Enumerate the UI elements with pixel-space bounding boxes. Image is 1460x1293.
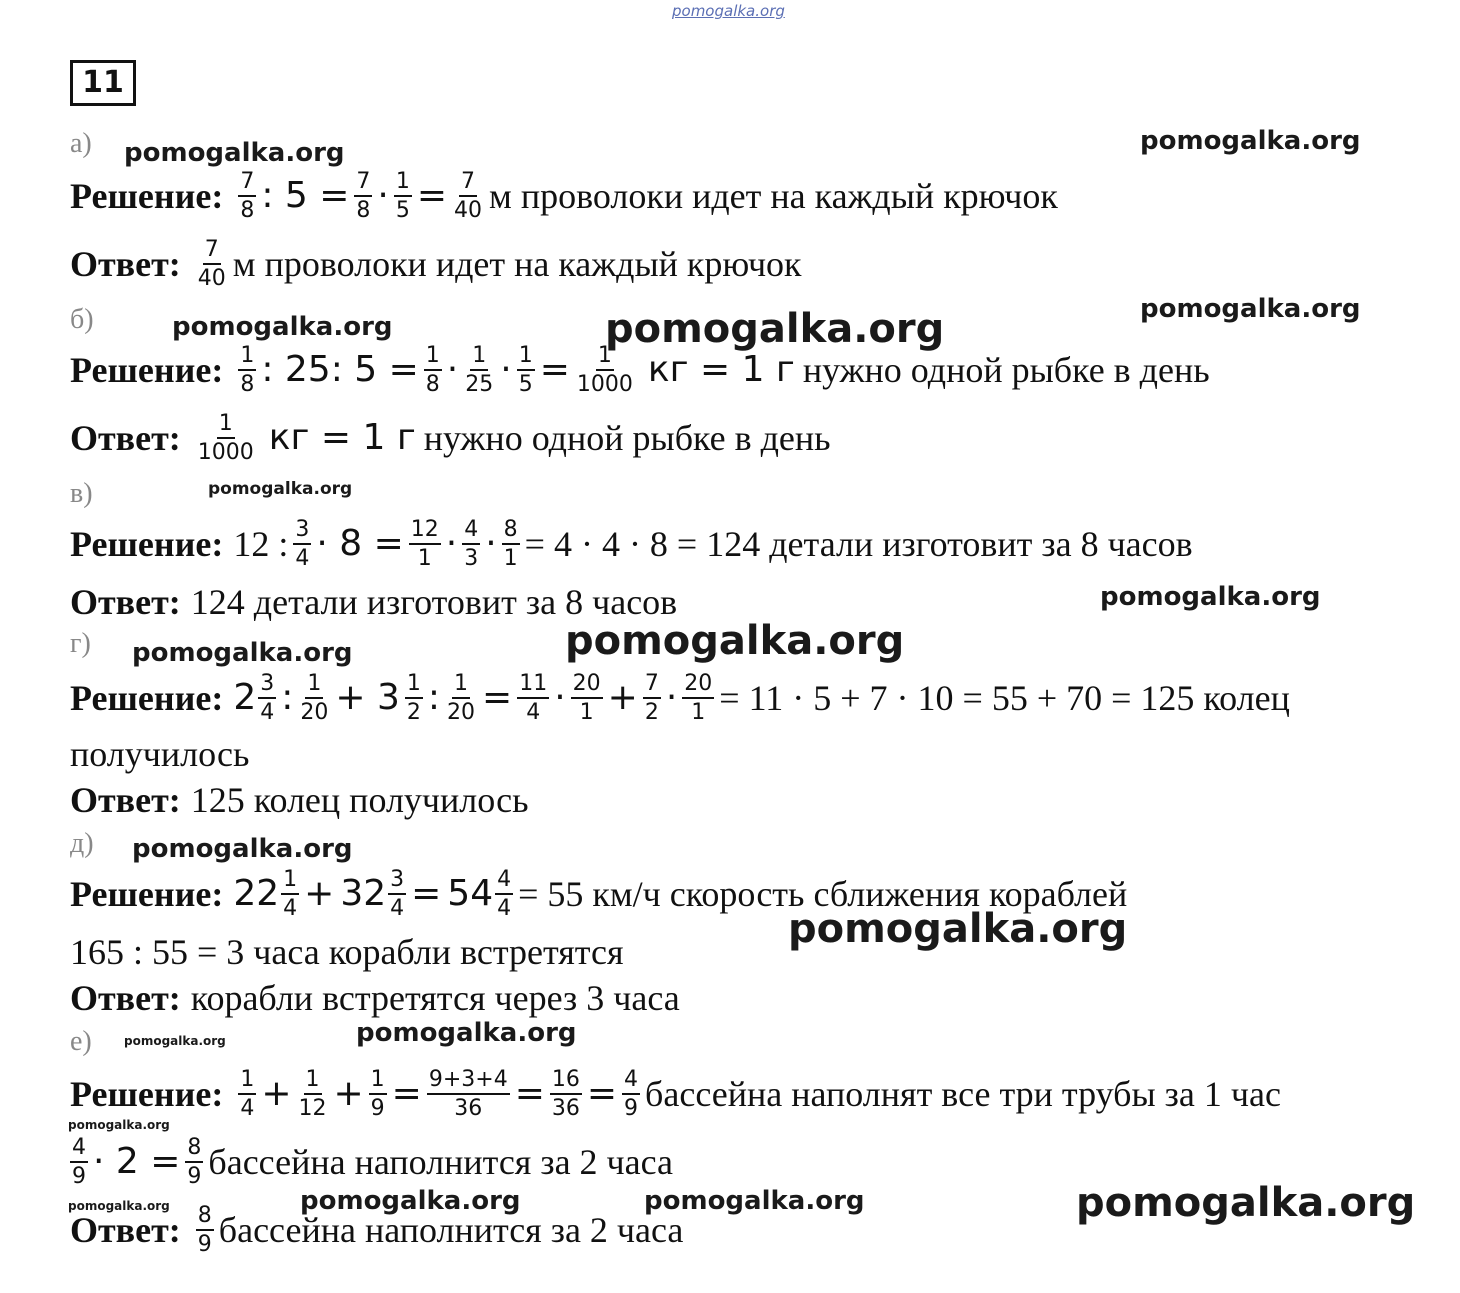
solution-d: Решение: 22 $\frac{1}{4}$ + 32 $\frac{3}{4}$ = 54 $\frac{4}{4}$ = 55 км/ч скорость сближения кораблей [70,866,1128,921]
mixed-number: 2 $\frac{3}{4}$ [233,670,275,725]
solution-g: Решение: 2 $\frac{3}{4}$ : $\frac{1}{20}$ + 3 $\frac{1}{2}$ : $\frac{1}{20}$ = $\frac{11}{4}$ · $\frac{20}{1}$ + $\frac{7}{2}$ · $\frac{20}{1}$ = 11 · 5 + 7 · 10 = 55 + 70 = 125 колец [70,670,1290,725]
answer-label: Ответ: [70,582,181,622]
solution-g-line2: получилось [70,734,250,774]
fraction: $\frac{9+3+4}{36}$ [428,1066,508,1121]
answer-a [70,234,802,294]
part-letter-v: в) [70,478,93,509]
fraction: $\frac{8}{9}$ [187,1134,202,1189]
fraction: $\frac{1}{8}$ [425,342,440,397]
fraction: $\frac{1}{5}$ [395,168,410,223]
part-letter-g: г) [70,628,91,659]
fraction: $\frac{8}{9}$ [197,1202,212,1257]
answer-text: бассейна наполнится за 2 часа [218,1210,684,1250]
fraction: $\frac{1}{2}$ [406,670,421,725]
solution-label: Решение: [70,1074,224,1114]
task-number: 11 [70,60,136,106]
solution-a: Решение: $\frac{7}{8}$ : 5 = $\frac{7}{8}$ · $\frac{1}{5}$ = $\frac{7}{40}$ м проволоки идет на каждый крючок [70,168,1058,223]
answer-g [70,770,529,830]
answer-label: Ответ: [70,1210,181,1250]
fraction: $\frac{7}{40}$ [454,168,483,223]
solution-b: Решение: $\frac{1}{8}$ : 25: 5 = $\frac{1}{8}$ · $\frac{1}{25}$ · $\frac{1}{5}$ = $\frac{1}{1000}$ кг = 1 г нужно одной рыбке в день [70,342,1210,397]
fraction: $\frac{16}{36}$ [551,1066,580,1121]
answer-v [70,572,677,632]
watermark: pomogalka.org [300,1186,521,1216]
answer-d [70,968,680,1028]
fraction: $\frac{7}{8}$ [240,168,255,223]
fraction: $\frac{4}{3}$ [464,516,479,571]
solution-d-line2: 165 : 55 = 3 часа корабли встретятся [70,932,624,972]
fraction: $\frac{7}{8}$ [356,168,371,223]
fraction: $\frac{1}{25}$ [465,342,494,397]
watermark: pomogalka.org [172,312,393,342]
solution-text: = 4 · 4 · 8 = 124 детали изготовит за 8 часов [524,524,1193,564]
fraction: $\frac{1}{4}$ [240,1066,255,1121]
part-letter-e: е) [70,1026,92,1057]
solution-v: Решение: 12 : $\frac{3}{4}$ · 8 = $\frac{12}{1}$ · $\frac{4}{3}$ · $\frac{8}{1}$ = 4 · 4 · 8 = 124 детали изготовит за 8 часов [70,516,1193,571]
fraction: $\frac{1}{12}$ [298,1066,327,1121]
solution-label: Решение: [70,350,224,390]
solution-e-line2: $\frac{4}{9}$ · 2 = $\frac{8}{9}$ бассейна наполнится за 2 часа [72,1134,674,1189]
fraction: $\frac{7}{2}$ [644,670,659,725]
answer-label: Ответ: [70,244,181,284]
part-letter-a: а) [70,128,92,159]
mixed-number: 32 $\frac{3}{4}$ [340,866,405,921]
answer-b: Ответ: $\frac{1}{1000}$ кг = 1 г нужно одной рыбке в день [70,410,831,465]
watermark: pomogalka.org [68,1118,170,1132]
answer-e [70,1200,683,1260]
solution-e: Решение: $\frac{1}{4}$ + $\frac{1}{12}$ + $\frac{1}{9}$ = $\frac{9+3+4}{36}$ = $\frac{16}{36}$ = $\frac{4}{9}$ бассейна наполнят все три трубы за 1 час [70,1066,1281,1121]
watermark: pomogalka.org [68,1199,170,1213]
watermark: pomogalka.org [124,138,345,168]
solution-text: = 11 · 5 + 7 · 10 = 55 + 70 = 125 колец [719,678,1290,718]
fraction: $\frac{1}{1000}$ [576,342,633,397]
solution-text: бассейна наполнится за 2 часа [208,1142,674,1182]
fraction: $\frac{1}{9}$ [370,1066,385,1121]
mixed-number: 22 $\frac{1}{4}$ [233,866,298,921]
watermark: pomogalka.org [1076,1180,1416,1226]
fraction: $\frac{12}{1}$ [410,516,439,571]
fraction: $\frac{1}{20}$ [447,670,476,725]
solution-label: Решение: [70,874,224,914]
solution-label: Решение: [70,524,224,564]
solution-text: м проволоки идет на каждый крючок [489,176,1058,216]
watermark: pomogalka.org [132,834,353,864]
fraction: $\frac{8}{1}$ [503,516,518,571]
watermark: pomogalka.org [644,1186,865,1216]
fraction: $\frac{1}{5}$ [518,342,533,397]
site-header: pomogalka.org [672,2,785,20]
part-letter-d: д) [70,828,94,859]
watermark: pomogalka.org [356,1018,577,1048]
solution-text: = 55 км/ч скорость сближения кораблей [518,874,1128,914]
solution-text: нужно одной рыбке в день [802,350,1210,390]
fraction: $\frac{4}{9}$ [72,1134,86,1189]
watermark: pomogalka.org [132,638,353,668]
part-letter-b: б) [70,304,94,335]
fraction: $\frac{1}{20}$ [300,670,329,725]
fraction: $\frac{11}{4}$ [519,670,548,725]
fraction: $\frac{7}{40}$ [197,236,226,291]
watermark: pomogalka.org [788,906,1128,952]
answer-label: Ответ: [70,418,181,458]
fraction: $\frac{1}{8}$ [240,342,255,397]
solution-label: Решение: [70,678,224,718]
fraction: $\frac{1}{1000}$ [197,410,254,465]
watermark: pomogalka.org [124,1034,226,1048]
fraction: $\frac{20}{1}$ [572,670,601,725]
watermark: pomogalka.org [208,479,353,499]
watermark: pomogalka.org [1100,582,1321,612]
fraction: $\frac{20}{1}$ [684,670,713,725]
answer-label: Ответ: [70,780,181,820]
answer-label: Ответ: [70,978,181,1018]
watermark: pomogalka.org [605,306,945,352]
answer-text: нужно одной рыбке в день [423,418,831,458]
answer-text: 125 колец получилось [190,780,529,820]
answer-text: м проволоки идет на каждый крючок [232,244,802,284]
solution-label: Решение: [70,176,224,216]
fraction: $\frac{4}{9}$ [624,1066,639,1121]
mixed-number: 54 $\frac{4}{4}$ [447,866,512,921]
answer-text: 124 детали изготовит за 8 часов [190,582,678,622]
watermark: pomogalka.org [565,618,905,664]
answer-text: корабли встретятся через 3 часа [190,978,680,1018]
fraction: $\frac{3}{4}$ [295,516,310,571]
watermark: pomogalka.org [1140,126,1361,156]
watermark: pomogalka.org [1140,294,1361,324]
solution-text: бассейна наполнят все три трубы за 1 час [645,1074,1281,1114]
